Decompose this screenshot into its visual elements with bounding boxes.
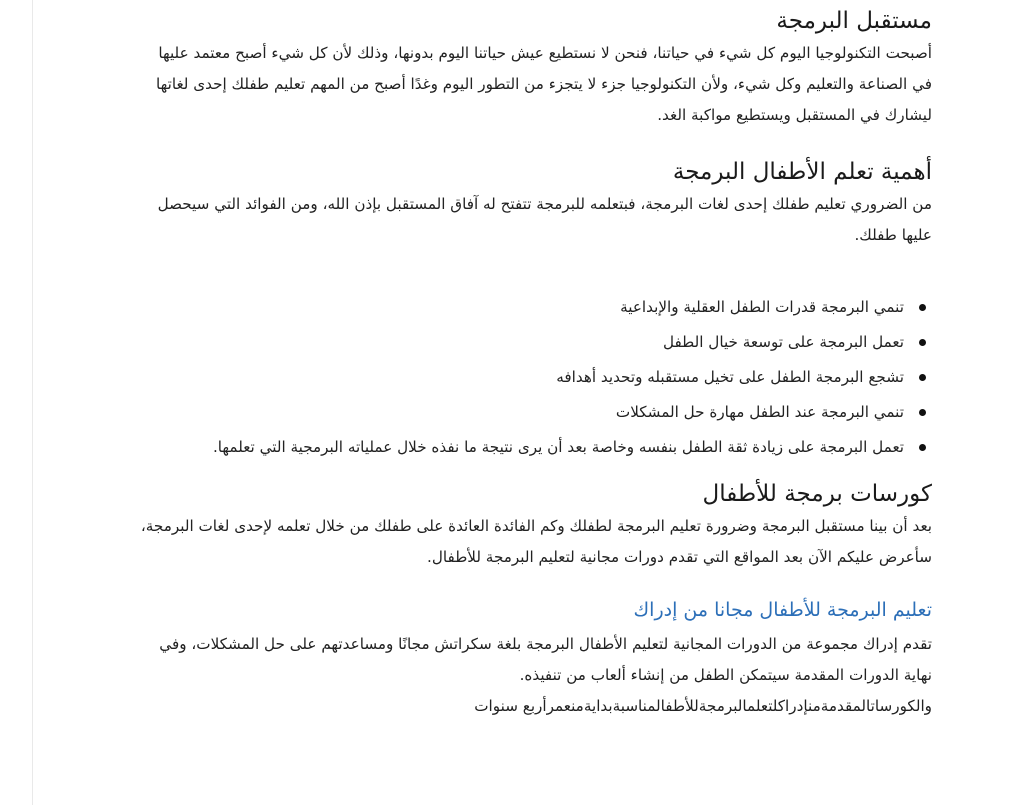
- heading-idrak: تعليم البرمجة للأطفال مجانا من إدراك: [633, 599, 932, 621]
- paragraph-courses: بعد أن بينا مستقبل البرمجة وضرورة تعليم البرمجة لطفلك وكم الفائدة العائدة على طفلك من خلال تعلمه لإحدى لغات البرمجة، سأعرض عليكم الآن بعد المواقع التي تقدم دورات مجانية لتعليم البرمجة للأطفال.: [140, 517, 932, 566]
- benefit-text: تعمل البرمجة على توسعة خيال الطفل: [662, 333, 904, 351]
- list-item: [140, 362, 904, 393]
- list-item: [140, 327, 904, 358]
- section-future-of-programming: [140, 0, 932, 131]
- benefit-text: تشجع البرمجة الطفل على تخيل مستقبله وتحديد أهدافه: [556, 368, 904, 386]
- section-importance: [140, 155, 932, 251]
- section-courses: [140, 477, 932, 573]
- section-idrak: [140, 595, 932, 722]
- article-content: [140, 0, 932, 722]
- heading-importance: أهمية تعلم الأطفال البرمجة: [672, 159, 932, 185]
- benefit-text: تنمي البرمجة قدرات الطفل العقلية والإبداعية: [620, 298, 904, 316]
- heading-future-of-programming: مستقبل البرمجة: [776, 8, 932, 34]
- paragraph-importance: من الضروري تعليم طفلك إحدى لغات البرمجة، فبتعلمه للبرمجة تتفتح له آفاق المستقبل بإذن الله، ومن الفوائد التي سيحصل عليها طفلك.: [157, 195, 932, 244]
- bullet-icon: [919, 304, 926, 311]
- benefits-list: [140, 292, 932, 463]
- heading-courses: كورسات برمجة للأطفال: [702, 481, 932, 507]
- list-item: [140, 397, 904, 428]
- bullet-icon: [919, 374, 926, 381]
- bullet-icon: [919, 339, 926, 346]
- list-item: [140, 432, 904, 463]
- paragraph-future-of-programming: أصبحت التكنولوجيا اليوم كل شيء في حياتنا، فنحن لا نستطيع عيش حياتنا اليوم بدونها، وذلك لأن كل شيء أصبح معتمد عليها في الصناعة والتعليم وكل شيء، ولأن التكنولوجيا جزء لا يتجزء من التطور اليوم وغدًا أصبح من المهم تعليم طفلك إحدى لغاتها ليشارك في المستقبل ويستطيع مواكبة الغد.: [155, 44, 932, 124]
- list-item: [140, 292, 904, 323]
- paragraph-idrak-ages: والكورساتالمقدمةمنإدراكلتعلمالبرمجةللأطفالمناسبةبدايةمنعمرأربع سنوات: [474, 697, 932, 715]
- paragraph-idrak: تقدم إدراك مجموعة من الدورات المجانية لتعليم الأطفال البرمجة بلغة سكراتش مجانًا ومساعدتهم على حل المشكلات، وفي نهاية الدورات المقدمة سيتمكن الطفل من إنشاء ألعاب من تنفيذه.: [159, 635, 932, 684]
- benefit-text: تنمي البرمجة عند الطفل مهارة حل المشكلات: [615, 403, 904, 421]
- sidebar-divider: [32, 0, 33, 805]
- bullet-icon: [919, 444, 926, 451]
- bullet-icon: [919, 409, 926, 416]
- benefit-text: تعمل البرمجة على زيادة ثقة الطفل بنفسه وخاصة بعد أن يرى نتيجة ما نفذه خلال عملياته البرمجية التي تعلمها.: [212, 438, 904, 456]
